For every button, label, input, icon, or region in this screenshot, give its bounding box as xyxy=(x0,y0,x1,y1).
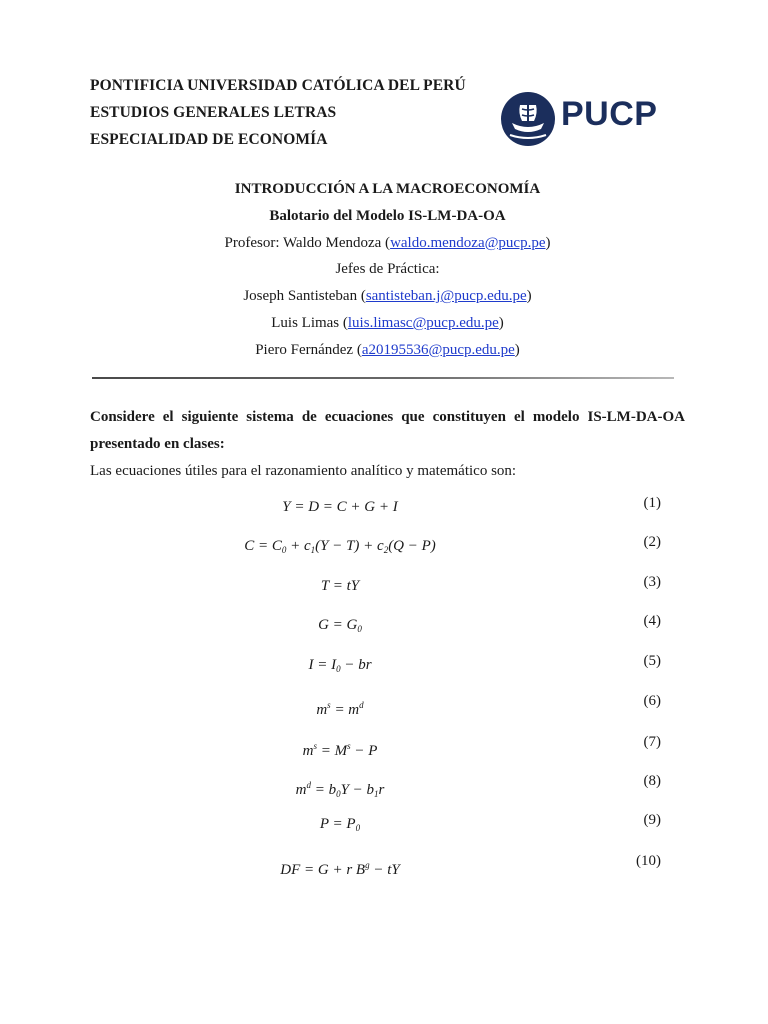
intro-lead: Considere el siguiente sistema de ecuaciones que constituyen el modelo IS-LM-DA-OA presentado en clases: xyxy=(90,409,685,452)
professor-name: Profesor: Waldo Mendoza ( xyxy=(224,234,391,251)
assistant-email-link[interactable]: a20195536@pucp.edu.pe xyxy=(361,341,515,358)
equation-number: (7) xyxy=(643,734,661,750)
equation-number: (4) xyxy=(643,613,661,629)
horizontal-divider xyxy=(92,377,674,379)
equation-number: (8) xyxy=(643,773,661,789)
equation-number: (2) xyxy=(643,534,661,550)
equation-number: (10) xyxy=(636,853,661,869)
assistant-name: Piero Fernández ( xyxy=(255,341,362,358)
equation-formula: $m^s = M^s - P$ xyxy=(302,741,378,759)
assistant-line xyxy=(90,337,685,364)
equation-6 xyxy=(90,692,685,718)
university-name: PONTIFICIA UNIVERSIDAD CATÓLICA DEL PERÚ xyxy=(90,77,466,94)
assistant-email-link[interactable]: santisteban.j@pucp.edu.pe xyxy=(365,288,527,305)
assistant-name: Joseph Santisteban ( xyxy=(243,288,366,305)
institution-block xyxy=(90,72,466,153)
equation-9 xyxy=(90,811,685,837)
course-title: INTRODUCCIÓN A LA MACROECONOMÍA xyxy=(234,181,541,197)
close-paren: ) xyxy=(526,288,532,305)
equation-2 xyxy=(90,533,685,559)
equation-5 xyxy=(90,652,685,678)
ship-seal-icon xyxy=(500,91,556,147)
intro-sub: Las ecuaciones útiles para el razonamiento analítico y matemático son: xyxy=(90,463,517,479)
close-paren: ) xyxy=(514,341,520,358)
equation-number: (5) xyxy=(643,653,661,669)
equation-formula: $P = P_0$ xyxy=(319,816,361,833)
assistant-name: Luis Limas ( xyxy=(271,314,348,331)
equation-1 xyxy=(90,494,685,520)
equation-3 xyxy=(90,573,685,599)
course-subtitle: Balotario del Modelo IS-LM-DA-OA xyxy=(269,207,506,224)
equation-formula: DF = G + r $B^g$ − tY xyxy=(280,860,400,878)
assistant-email-link[interactable]: luis.limasc@pucp.edu.pe xyxy=(347,314,499,331)
equation-10 xyxy=(90,852,685,878)
close-paren: ) xyxy=(498,314,504,331)
equation-number: (1) xyxy=(643,495,661,511)
equation-number: (9) xyxy=(643,812,661,828)
professor-email-link[interactable]: waldo.mendoza@pucp.pe xyxy=(390,234,546,251)
intro-block xyxy=(90,404,685,485)
equation-formula: T = tY xyxy=(320,578,360,594)
equation-formula: $m^s = m^d$ xyxy=(316,700,364,718)
equation-4 xyxy=(90,612,685,638)
equation-formula: $C = C_0 + c_1(Y - T) + c_2(Q - P)$ xyxy=(244,538,436,555)
equation-formula: $m^d = b_0Y - b_1r$ xyxy=(295,780,385,799)
equation-number: (6) xyxy=(643,693,661,709)
equation-7 xyxy=(90,733,685,759)
equation-number: (3) xyxy=(643,574,661,590)
jefes-label: Jefes de Práctica: xyxy=(335,261,440,278)
pucp-logo xyxy=(500,91,662,147)
logo-wordmark: PUCP xyxy=(561,95,658,133)
faculty-name: ESTUDIOS GENERALES LETRAS xyxy=(90,104,337,121)
equation-formula: Y = D = C + G + I xyxy=(282,499,398,515)
equation-8 xyxy=(90,772,685,798)
assistant-line xyxy=(90,310,685,337)
professor-line xyxy=(90,230,685,257)
specialty-name: ESPECIALIDAD DE ECONOMÍA xyxy=(90,131,328,148)
course-header xyxy=(90,176,685,364)
assistant-line xyxy=(90,283,685,310)
close-paren: ) xyxy=(545,234,551,251)
equation-formula: $I = I_0$ − br xyxy=(308,657,372,674)
equation-formula: $G = G_0$ xyxy=(318,617,362,634)
